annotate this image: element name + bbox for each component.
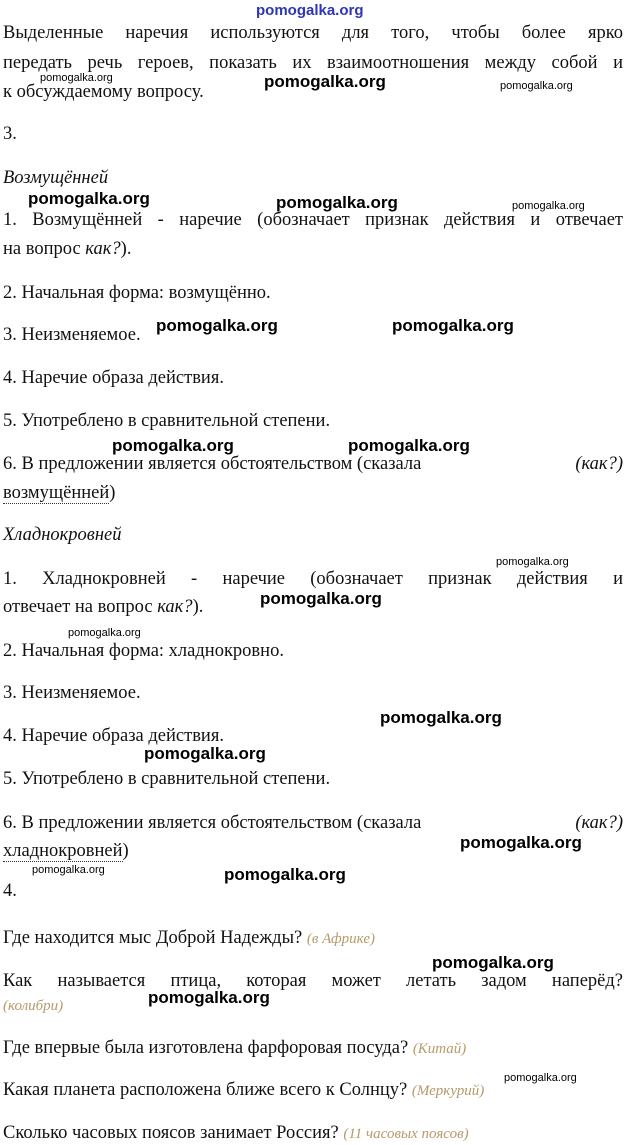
word2-p1-end: ). xyxy=(192,597,204,617)
task4-q3-line xyxy=(3,1037,466,1060)
watermark: pomogalka.org xyxy=(500,80,573,92)
word1-p1-b-text: на вопрос xyxy=(3,239,86,259)
task4-q3: Где впервые была изготовлена фарфоровая посуда? xyxy=(3,1038,409,1058)
intro-line-2: передать речь героев, показать их взаимоотношения между собой и xyxy=(3,53,623,73)
word1-p6-text: 6. В предложении является обстоятельством (сказала xyxy=(3,454,422,474)
task4-q1-line xyxy=(3,927,375,950)
task4-q2: Как называется птица, которая может летать задом наперёд? xyxy=(3,971,623,991)
watermark: pomogalka.org xyxy=(156,316,278,335)
watermark: pomogalka.org xyxy=(144,744,266,763)
word2-p6-question: (как?) xyxy=(575,813,623,833)
task4-q5-line xyxy=(3,1122,469,1145)
word2-p6-word: хладнокровней xyxy=(3,841,123,861)
word2-p6-b xyxy=(3,840,129,862)
intro-line-1: Выделенные наречия используются для того, чтобы более ярко xyxy=(3,23,623,43)
word1-p5: 5. Употреблено в сравнительной степени. xyxy=(3,411,331,431)
word2-p1-b xyxy=(3,596,203,618)
word1-p2: 2. Начальная форма: возмущённо. xyxy=(3,283,271,303)
word2-p5: 5. Употреблено в сравнительной степени. xyxy=(3,769,331,789)
word1-p6-question: (как?) xyxy=(575,454,623,474)
watermark: pomogalka.org xyxy=(504,1072,577,1084)
watermark: pomogalka.org xyxy=(432,953,554,972)
word2-p3: 3. Неизменяемое. xyxy=(3,683,141,703)
watermark: pomogalka.org xyxy=(512,200,585,212)
task4-q1: Где находится мыс Доброй Надежды? xyxy=(3,928,303,948)
word2-p1-question: как? xyxy=(157,597,193,617)
word1-p6-end: ) xyxy=(109,483,116,503)
watermark: pomogalka.org xyxy=(460,833,582,852)
word2-p6-end: ) xyxy=(122,841,129,861)
word1-p3: 3. Неизменяемое. xyxy=(3,325,141,345)
task4-a2: (колибри) xyxy=(3,998,64,1014)
watermark: pomogalka.org xyxy=(40,72,113,84)
word2-p4: 4. Наречие образа действия. xyxy=(3,726,224,746)
watermark: pomogalka.org xyxy=(32,864,105,876)
word2-p6-text: 6. В предложении является обстоятельством (сказала xyxy=(3,813,422,833)
watermark: pomogalka.org xyxy=(28,189,150,208)
word2-p2: 2. Начальная форма: хладнокровно. xyxy=(3,641,284,661)
word2-p1-a: 1. Хладнокровней - наречие (обозначает признак действия и xyxy=(3,569,623,589)
watermark: pomogalka.org xyxy=(276,193,398,212)
word1-p6-word: возмущённей xyxy=(3,483,110,503)
task4-number: 4. xyxy=(3,881,17,901)
watermark: pomogalka.org xyxy=(224,865,346,884)
watermark: pomogalka.org xyxy=(260,589,382,608)
word2-p6-a xyxy=(3,812,623,834)
word2-p1-b-text: отвечает на вопрос xyxy=(3,597,158,617)
task4-a1: (в Африке) xyxy=(306,931,375,947)
task4-a5: (11 часовых поясов) xyxy=(343,1126,469,1142)
watermark-top: pomogalka.org xyxy=(256,2,364,19)
watermark: pomogalka.org xyxy=(68,627,141,639)
word1-p1-a: 1. Возмущённей - наречие (обозначает признак действия и отвечает xyxy=(3,210,623,230)
word1-p6-b xyxy=(3,482,115,504)
word1-p6-a xyxy=(3,453,623,475)
watermark: pomogalka.org xyxy=(348,436,470,455)
watermark: pomogalka.org xyxy=(496,556,569,568)
intro-line-3: к обсуждаемому вопросу. xyxy=(3,82,204,102)
word2-title: Хладнокровней xyxy=(3,525,122,545)
word1-p1-end: ). xyxy=(120,239,132,259)
watermark: pomogalka.org xyxy=(264,72,386,91)
watermark: pomogalka.org xyxy=(148,988,270,1007)
task4-a2-line xyxy=(3,994,63,1017)
task4-a3: (Китай) xyxy=(412,1041,467,1057)
watermark: pomogalka.org xyxy=(380,708,502,727)
word1-p1-b xyxy=(3,238,131,260)
task4-q4: Какая планета расположена ближе всего к Солнцу? xyxy=(3,1080,408,1100)
task3-number: 3. xyxy=(3,124,17,144)
watermark: pomogalka.org xyxy=(392,316,514,335)
word1-p4: 4. Наречие образа действия. xyxy=(3,368,224,388)
word1-title: Возмущённей xyxy=(3,168,109,188)
task4-q4-line xyxy=(3,1079,484,1102)
watermark: pomogalka.org xyxy=(112,436,234,455)
task4-q5: Сколько часовых поясов занимает Россия? xyxy=(3,1123,339,1143)
word1-p1-question: как? xyxy=(85,239,121,259)
task4-a4: (Меркурий) xyxy=(411,1083,485,1099)
